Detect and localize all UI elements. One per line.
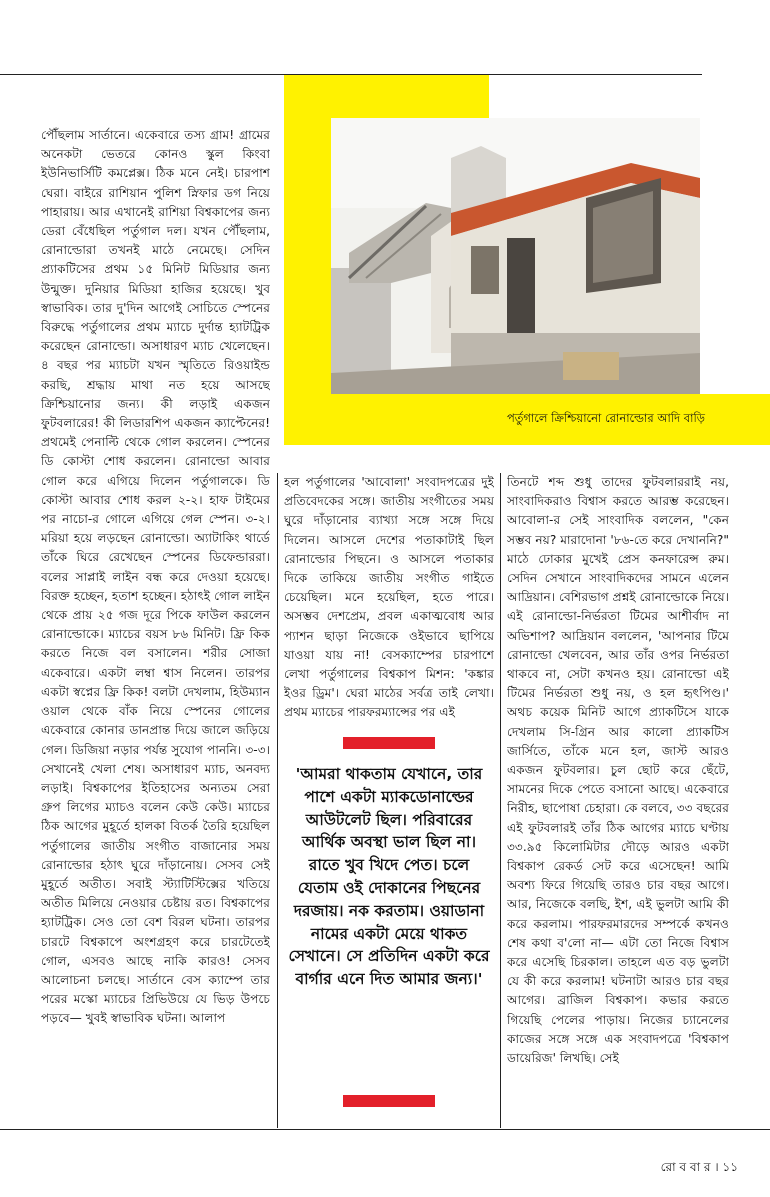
pull-quote-text: 'আমরা থাকতাম যেখানে, তার পাশে একটা ম্যাকডোনাল্ডের আউটলেট ছিল। পরিবারের আর্থিক অবস্থা ভাল ছিল না। রাতে খুব খিদে পেত। চলে যেতাম ওই দোকানের পিছনের দরজায়। নক করতাম। ওয়াডানা নামের একটা মেয়ে থাকত সেখানে। সে প্রতিদিন একটা করে বার্গার এনে দিত আমার জন্য।' (288, 765, 490, 989)
page-footer: রো ব বা র । ১১ (660, 1160, 738, 1174)
pull-quote-bar-bottom (343, 1095, 435, 1107)
photo-frame-top (284, 75, 489, 119)
footer-rule (0, 1129, 770, 1130)
pull-quote-bar-top (343, 737, 435, 749)
article-column-2 (284, 473, 494, 723)
pull-quote (282, 733, 496, 1123)
column-3-text: তিনটে শব্দ শুধু তাদের ফুটবলাররাই নয়, সাংবাদিকরাও বিশ্বাস করতে আরম্ভ করেছেন। আবোলা-র সেই সাংবাদিক বললেন, "কেন সম্ভব নয়? মারাদোনা '৮৬-তে করে দেখাননি?" মাঠে ঢোকার মুখেই প্রেস কনফারেন্স রুম। সেদিন সেখানে সাংবাদিকদের সামনে এলেন আদ্রিয়ান। বেশিরভাগ প্রশ্নই রোনাল্ডোকে নিয়ে। এই রোনাল্ডো-নির্ভরতা টিমের আশীর্বাদ না অভিশাপ? আদ্রিয়ান বললেন, 'আপনার টিমে রোনাল্ডো খেলবেন, আর তাঁর ওপর নির্ভরতা থাকবে না, সেটা কখনও হয়। রোনাল্ডো এই টিমের নির্ভরতা শুধু নয়, ও হল হৃৎপিণ্ড।' অথচ কয়েক মিনিট আগে প্র্যাকটিসে যাকে দেখলাম সি-গ্রিন আর কালো প্র্যাকটিস জার্সিতে, তাঁকে মনে হল, জাস্ট আরও একজন ফুটবলার। চুল ছোট করে ছেঁটে, সামনের দিকে পেতে বসানো আছে। একেবারে নিরীহ, ছাপোষা চেহারা। কে বলবে, ৩৩ বছরের এই ফুটবলারই তাঁর ঠিক আগের ম্যাচে ঘণ্টায় ৩৩.৯৫ কিলোমিটার দৌড়ে আরও একটা বিশ্বকাপ রেকর্ড সেট করে এসেছেন! আমি অবশ্য ফিরে গিয়েছি তারও চার বছর আগে। আর, নিজেকে বলছি, ইশ, এই ভুলটা আমি কী করে করলাম। পারফরমারদের সম্পর্কে কখনও শেষ কথা ব'লো না— এটা তো নিজে বিশ্বাস করে এসেছি চিরকাল। তাহলে এত বড় ভুলটা যে কী করে করলাম! ঘটনাটা আরও চার বছর আগের। ব্রাজিল বিশ্বকাপ। কভার করতে গিয়েছি পেলের পাড়ায়। নিজের চ্যানেলের কাজের সঙ্গে সঙ্গে এক সংবাদপত্রে 'বিশ্বকাপ ডায়েরিজ' লিখছি। সেই (507, 475, 729, 1066)
column-1-text: পৌঁছলাম সার্তানে। একেবারে তস্য গ্রাম! গ্রামের অনেকটা ভেতরে কোনও স্কুল কিংবা ইউনিভার্সিটি কমপ্লেক্স। ঠিক মনে নেই। চারপাশ ঘেরা। বাইরে রাশিয়ান পুলিশ স্নিফার ডগ নিয়ে পাহারায়। আর এখানেই রাশিয়া বিশ্বকাপের জন্য ডেরা বেঁধেছিল পর্তুগাল দল। যখন পৌঁছলাম, রোনাল্ডোরা তখনই মাঠে নেমেছে। সেদিন প্র্যাকটিসের প্রথম ১৫ মিনিট মিডিয়ার জন্য উন্মুক্ত। দুনিয়ার মিডিয়া হাজির হয়েছে। খুব স্বাভাবিক। তার দু'দিন আগেই সোচিতে স্পেনের বিরুদ্ধে পর্তুগালের প্রথম ম্যাচে দুর্দান্ত হ্যাটট্রিক করেছেন রোনাল্ডো। অসাধারণ ম্যাচ খেলেছেন। ৪ বছর পর ম্যাচটা যখন স্মৃতিতে রিওয়াইন্ড করছি, শ্রদ্ধায় মাথা নত হয়ে আসছে ক্রিশ্চিয়ানোর জন্য। কী লড়াই একজন ফুটবলারের! কী লিডারশিপ একজন ক্যাপ্টেনের! প্রথমেই পেনাল্টি থেকে গোল করলেন। স্পেনের ডি কোস্টা শোধ করলেন। রোনাল্ডো আবার গোল করে এগিয়ে দিলেন পর্তুগালকে। ডি কোস্টা আবার শোধ করল ২-২। হাফ টাইমের পর নাচো-র গোলে এগিয়ে গেল স্পেন। ৩-২। মরিয়া হয়ে লড়ছেন রোনাল্ডো। অ্যাটাকিং থার্ডে তাঁকে ঘিরে রেখেছেন স্পেনের ডিফেন্ডাররা। বলের সাপ্লাই লাইন বন্ধ করে দেওয়া হয়েছে। বিরক্ত হচ্ছেন, হতাশ হচ্ছেন। হঠাৎই গোল লাইন থেকে প্রায় ২৫ গজ দূরে পিকে ফাউল করলেন রোনাল্ডোকে। ম্যাচের বয়স ৮৬ মিনিট। ফ্রি কিক করতে নিজে বল বসালেন। শরীর সোজা একেবারে। একটা লম্বা শ্বাস নিলেন। তারপর একটা স্বপ্নের ফ্রি কিক! বলটা দেখলাম, হিউম্যান ওয়াল থেকে বাঁক নিয়ে স্পেনের গোলের একেবারে কোনার ডানপ্রান্ত দিয়ে জালে জড়িয়ে গেল। ডিজিয়া নড়ার পর্যন্ত সুযোগ পাননি। ৩-৩। সেখানেই খেলা শেষ। অসাধারণ ম্যাচ, অনবদ্য লড়াই। বিশ্বকাপের ইতিহাসের অন্যতম সেরা গ্রুপ লিগের ম্যাচও বলেন কেউ কেউ। ম্যাচের ঠিক আগের মুহূর্তে হালকা বিতর্ক তৈরি হয়েছিল পর্তুগালের জাতীয় সংগীত বাজানোর সময় রোনাল্ডোর হঠাৎ ঘুরে দাঁড়ানোয়। সেসব সেই মুহূর্তে অতীত। সবাই স্ট্যাটিস্টিক্সের খতিয়ে অতীত মিলিয়ে নেওয়ার চেষ্টায় রত। বিশ্বকাপের হ্যাটট্রিক। সেও তো বেশ বিরল ঘটনা। তারপর চারটে বিশ্বকাপে অংশগ্রহণ করে চারটেতেই গোল, এসবও আছে নাকি কারও! সেসব আলোচনা চলছে। সার্তানে বেস ক্যাম্পে তার পরের মস্কো ম্যাচের প্রিভিউয়ে যে ভিড় উপচে পড়বে— খুবই স্বাভাবিক ঘটনা। আলাপ (41, 128, 270, 1026)
article-column-3 (507, 473, 729, 1126)
column-divider-left (277, 473, 278, 1128)
photo-caption: পর্তুগালে ক্রিশ্চিয়ানো রোনাল্ডোর আদি বাড়ি (506, 411, 705, 425)
article-photo (331, 118, 700, 394)
column-divider-right (500, 473, 501, 1128)
column-2-text: হল পর্তুগালের 'আবোলা' সংবাদপত্রের দুই প্রতিবেদকের সঙ্গে। জাতীয় সংগীতের সময় ঘুরে দাঁড়ানোর ব্যাখ্যা সঙ্গে সঙ্গে দিয়ে দিলেন। আসলে দেশের পতাকাটাই ছিল রোনাল্ডোর পিছনে। ও আসলে পতাকার দিকে তাকিয়ে জাতীয় সংগীত গাইতে চেয়েছিল। মনে হয়েছিল, হতে পারে। অসম্ভব দেশপ্রেম, প্রবল একাত্মবোধ আর প্যাশন ছাড়া নিজেকে ওইভাবে ছাপিয়ে যাওয়া যায় না! বেসক্যাম্পের চারপাশে লেখা পর্তুগালের বিশ্বকাপ মিশন: 'কঙ্কার ইওর ড্রিম'। ঘেরা মাঠের সর্বত্র তাই লেখা। প্রথম ম্যাচের পারফরম্যান্সের পর এই (284, 475, 494, 720)
article-column-1 (41, 126, 270, 1126)
